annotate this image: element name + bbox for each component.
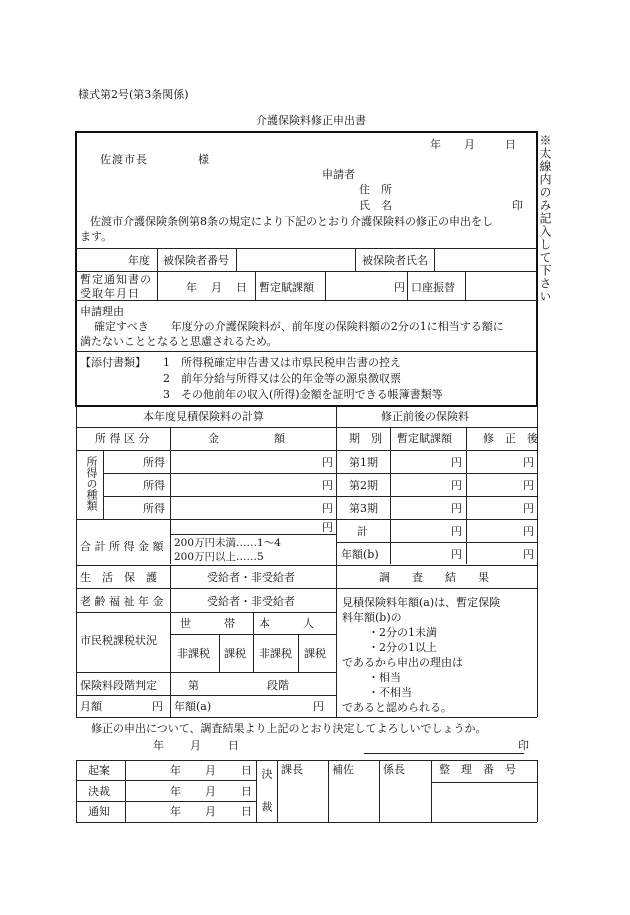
period-2-b: 円 [523, 479, 534, 492]
header-day: 日 [505, 138, 516, 151]
result-line-5: であるから申出の理由は [342, 656, 463, 669]
person-taxed[interactable]: 課税 [304, 647, 326, 660]
form-number: 様式第2号(第3条関係) [78, 88, 189, 101]
annual-a-label: 年額(a) [174, 700, 212, 713]
period-1-a: 円 [451, 456, 462, 469]
period-2-a: 円 [451, 479, 462, 492]
footer-row-2-year: 年 [170, 785, 181, 798]
honorific: 様 [198, 153, 209, 166]
notice-year: 年 [186, 281, 197, 294]
footer-row-3-month: 月 [205, 805, 216, 818]
total-income-label: 合 計 所 得 金 額 [80, 540, 164, 553]
period-3-b: 円 [523, 502, 534, 515]
annual-a-yen: 円 [313, 700, 324, 713]
footer-row-3-label: 通知 [88, 805, 110, 818]
income-range-1: 200万円未満……1〜4 [174, 537, 281, 549]
period-2-label: 第2期 [349, 479, 378, 492]
level-label: 保険料段階判定 [80, 679, 157, 692]
seal-mark: 印 [512, 199, 523, 212]
level-prefix: 第 [188, 679, 199, 692]
calc-left-header: 本年度見積保険料の計算 [143, 410, 264, 423]
insured-number-label: 被保険者番号 [163, 254, 229, 267]
header-month: 月 [464, 138, 475, 151]
assistant-label: 補佐 [332, 763, 354, 776]
household-non-taxed[interactable]: 非課税 [177, 647, 210, 660]
period-header: 期 別 [349, 432, 382, 445]
person-non-taxed[interactable]: 非課税 [259, 647, 292, 660]
reason-text-2: 満たないこととなると思慮されるため。 [80, 335, 278, 348]
statement-line1: 佐渡市介護保険条例第8条の規定により下記のとおり介護保険料の修正の申出をし [90, 215, 493, 228]
provisional-yen: 円 [394, 281, 405, 294]
income-type-label: 所得の種類 [85, 456, 98, 511]
period-3-a: 円 [451, 502, 462, 515]
income-row-2-label: 所得 [143, 479, 165, 492]
manager-label: 課長 [281, 763, 303, 776]
pension-value[interactable]: 受給者・非受給者 [207, 595, 295, 608]
investigation-header: 調 査 結 果 [379, 571, 489, 584]
household-taxed[interactable]: 課税 [224, 647, 246, 660]
footer-row-2-day: 日 [241, 785, 252, 798]
transfer-label: 口座振替 [411, 281, 455, 294]
notice-label-1: 暫定通知書の [80, 273, 152, 286]
approval-seal: 印 [518, 739, 529, 752]
income-class-header: 所 得 区 分 [95, 432, 150, 445]
result-line-2: 料年額(b)の [342, 611, 402, 624]
footer-row-3-day: 日 [241, 805, 252, 818]
attachments-label: 【添付書類】 [80, 356, 146, 369]
result-line-6[interactable]: ・相当 [368, 671, 401, 684]
notice-month: 月 [211, 281, 222, 294]
pension-label: 老 齢 福 祉 年 金 [80, 595, 164, 608]
result-line-4[interactable]: ・2分の1以上 [368, 641, 437, 654]
notice-label-2: 受取年月日 [80, 287, 140, 300]
income-row-1-yen: 円 [322, 456, 333, 469]
approval-month: 月 [190, 739, 201, 752]
form-title: 介護保険料修正申出書 [256, 114, 366, 127]
corrected-header: 修 正 後 [483, 432, 538, 445]
statement-line2: ます。 [80, 230, 113, 243]
sum-label: 計 [357, 525, 368, 538]
insured-number-field[interactable] [237, 249, 354, 270]
insured-name-field[interactable] [435, 249, 536, 270]
period-1-b: 円 [523, 456, 534, 469]
welfare-label: 生 活 保 護 [80, 571, 157, 584]
approval-year: 年 [153, 739, 164, 752]
sum-a-yen: 円 [451, 525, 462, 538]
attachment-item-1: 1 所得税確定申告書又は市県民税申告書の控え [163, 356, 401, 369]
income-row-1-label: 所得 [143, 456, 165, 469]
income-range-2: 200万円以上……5 [174, 551, 264, 563]
year-label: 年度 [128, 254, 150, 267]
sum-b-yen: 円 [523, 525, 534, 538]
attachment-item-3: 3 その他前年の収入(所得)金額を証明できる帳簿書類等 [163, 388, 443, 401]
income-row-3-yen: 円 [322, 502, 333, 515]
side-note: ※太線内のみ記入して下さい [538, 134, 552, 303]
result-line-3[interactable]: ・2分の1未満 [368, 626, 437, 639]
monthly-label: 月額 [80, 700, 102, 713]
income-row-2-yen: 円 [322, 479, 333, 492]
reason-label: 申請理由 [80, 305, 124, 318]
address-label: 住 所 [359, 183, 392, 196]
annual-b-label: 年額(b) [341, 548, 379, 561]
annual-b-a-yen: 円 [451, 548, 462, 561]
insured-name-label: 被保険者氏名 [362, 254, 428, 267]
notice-day: 日 [236, 281, 247, 294]
header-year: 年 [430, 138, 441, 151]
provisional-amount-label: 暫定賦課額 [259, 281, 314, 294]
reference-number-label: 整 理 番 号 [439, 763, 516, 776]
footer-row-3-year: 年 [170, 805, 181, 818]
approval-text: 修正の申出について、調査結果より上記のとおり決定してよろしいでしょうか。 [91, 722, 487, 735]
monthly-yen: 円 [152, 700, 163, 713]
chief-label: 係長 [383, 763, 405, 776]
household-header: 世 帯 [180, 617, 235, 630]
attachment-item-2: 2 前年分給与所得又は公的年金等の源泉徴収票 [163, 372, 401, 385]
footer-row-1-month: 月 [205, 764, 216, 777]
period-1-label: 第1期 [349, 456, 378, 469]
footer-row-2-label: 決裁 [88, 785, 110, 798]
annual-b-b-yen: 円 [523, 548, 534, 561]
income-row-3-label: 所得 [143, 502, 165, 515]
applicant-label: 申請者 [322, 168, 355, 181]
decision-label: 決裁 [260, 768, 273, 834]
person-header: 本 人 [259, 617, 314, 630]
result-line-1: 見積保険料年額(a)は、暫定保険 [342, 596, 501, 609]
period-3-label: 第3期 [349, 502, 378, 515]
welfare-value[interactable]: 受給者・非受給者 [207, 571, 295, 584]
reason-text-1: 確定すべき 年度分の介護保険料が、前年度の保険料額の2分の1に相当する額に [94, 320, 504, 333]
footer-row-1-label: 起案 [88, 764, 110, 777]
footer-row-2-month: 月 [205, 785, 216, 798]
result-line-8: であると認められる。 [342, 701, 452, 714]
total-income-yen: 円 [322, 521, 333, 534]
tax-status-label: 市民税課税状況 [80, 634, 157, 647]
approval-day: 日 [228, 739, 239, 752]
provisional-header: 暫定賦課額 [397, 432, 452, 445]
amount-header: 金 額 [208, 432, 285, 445]
result-line-7[interactable]: ・不相当 [368, 686, 412, 699]
level-suffix: 段階 [267, 679, 289, 692]
addressee: 佐渡市長 [100, 153, 148, 166]
footer-row-1-day: 日 [241, 764, 252, 777]
footer-row-1-year: 年 [170, 764, 181, 777]
name-label: 氏 名 [359, 199, 392, 212]
calc-right-header: 修正前後の保険料 [381, 410, 469, 423]
